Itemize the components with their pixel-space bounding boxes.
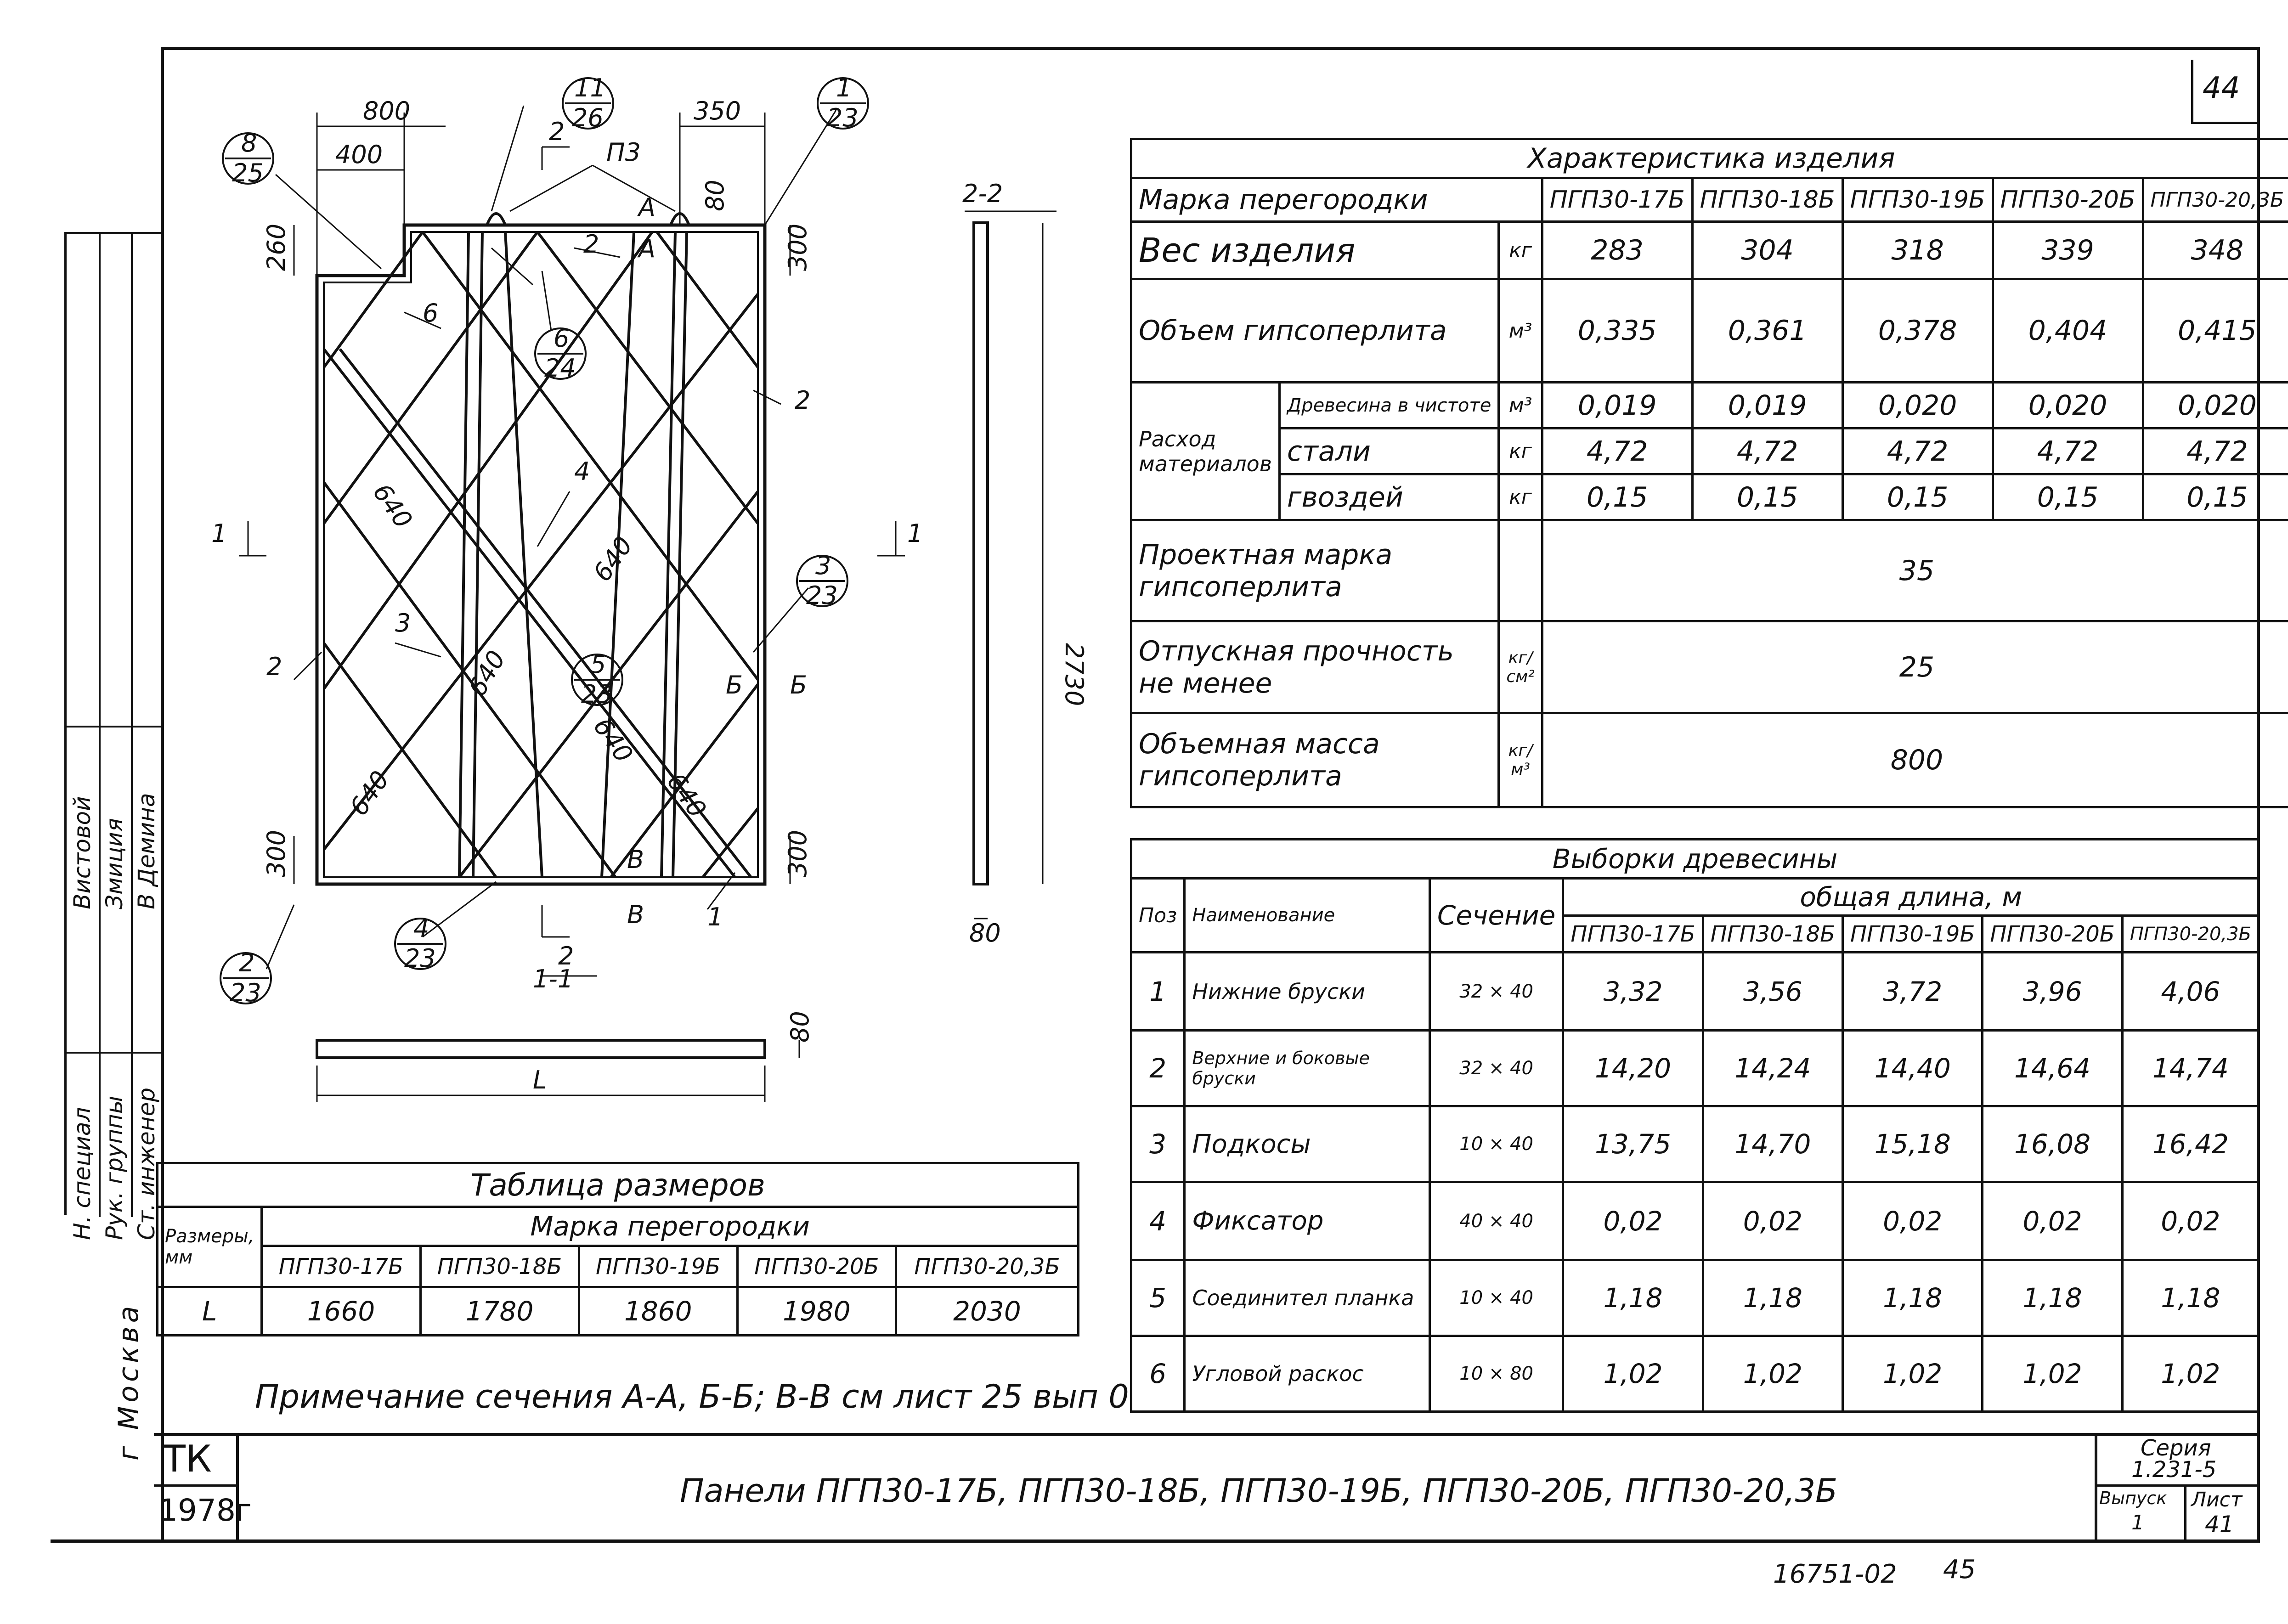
- cons-wood-v5: 0,020: [2143, 383, 2288, 429]
- callout-1-den: 23: [827, 103, 859, 132]
- timber-r3-v1: 13,75: [1563, 1106, 1703, 1182]
- callout-3-den: 23: [806, 581, 838, 610]
- mark-col-5: ПГП30-20,3Б: [2143, 178, 2288, 222]
- pos-2d: 2: [266, 652, 282, 681]
- design-grade-unit: [1499, 520, 1542, 621]
- pos-4: 4: [574, 457, 590, 486]
- label-p3: П3: [606, 138, 641, 167]
- callout-2-num: 2: [239, 948, 255, 977]
- row-weight-unit: кг: [1499, 222, 1542, 279]
- timber-r6-v5: 1,02: [2122, 1336, 2259, 1412]
- timber-r6-v4: 1,02: [1983, 1336, 2122, 1412]
- timber-name-1: Нижние бруски: [1185, 953, 1430, 1031]
- timber-name-3: Подкосы: [1185, 1106, 1430, 1182]
- dim-300-top: 300: [783, 223, 812, 271]
- timber-r5-v3: 1,18: [1843, 1260, 1983, 1336]
- dim-300-br: 300: [783, 829, 812, 877]
- timber-pos-6: 6: [1131, 1336, 1185, 1412]
- timber-r2-v4: 14,64: [1983, 1031, 2122, 1106]
- pos-6: 6: [423, 299, 439, 327]
- callout-6-num: 6: [554, 324, 570, 353]
- sizes-v5: 2030: [896, 1287, 1078, 1336]
- cons-steel-v5: 4,72: [2143, 429, 2288, 474]
- dim-640-f: 640: [661, 767, 712, 823]
- timber-name-4: Фиксатор: [1185, 1182, 1430, 1260]
- mark-col-3: ПГП30-19Б: [1842, 178, 1993, 222]
- section-1-left: 1: [211, 519, 227, 548]
- table-row: [1131, 1336, 2259, 1412]
- sheet-label: Лист: [2191, 1488, 2243, 1511]
- row-weight-label: Вес изделия: [1131, 222, 1499, 279]
- issue-label: Выпуск: [2099, 1488, 2167, 1508]
- release-strength-unit: кг/см²: [1499, 621, 1542, 713]
- timber-r5-v4: 1,18: [1983, 1260, 2122, 1336]
- callout-6-den: 24: [544, 354, 576, 383]
- table-row: [1131, 1260, 2259, 1336]
- row-weight-v5: 348: [2143, 222, 2288, 279]
- timber-pos-5: 5: [1131, 1260, 1185, 1336]
- signature-name-2: Змиция: [101, 818, 128, 909]
- timber-pos-3: 3: [1131, 1106, 1185, 1182]
- timber-r1-v5: 4,06: [2122, 953, 2259, 1031]
- timber-r4-v3: 0,02: [1843, 1182, 1983, 1260]
- timber-col-section: Сечение: [1429, 879, 1563, 953]
- city-label: г Москва: [113, 1302, 145, 1460]
- label-b1: Б: [726, 671, 743, 699]
- cons-wood-v3: 0,020: [1842, 383, 1993, 429]
- row-volume-unit: м³: [1499, 279, 1542, 383]
- cons-wood-v1: 0,019: [1542, 383, 1692, 429]
- callout-4-num: 4: [413, 914, 429, 943]
- timber-name-6: Угловой раскос: [1185, 1336, 1430, 1412]
- timber-r1-v4: 3,96: [1983, 953, 2122, 1031]
- section-label-1-1: 1-1: [533, 964, 574, 993]
- timber-length-header: общая длина, м: [1563, 879, 2259, 916]
- row-volume-v2: 0,361: [1692, 279, 1842, 383]
- dim-80-plank: 80: [785, 1011, 814, 1043]
- timber-section-5: 10 × 40: [1429, 1260, 1563, 1336]
- timber-r6-v3: 1,02: [1843, 1336, 1983, 1412]
- issue-value: 1: [2131, 1511, 2144, 1534]
- dim-350: 350: [694, 96, 741, 125]
- bulk-density-value: 800: [1542, 713, 2288, 807]
- dim-300-bl: 300: [262, 829, 291, 877]
- mark-col-4: ПГП30-20Б: [1993, 178, 2143, 222]
- title-block-right-divider: [2095, 1484, 2260, 1487]
- timber-pos-1: 1: [1131, 953, 1185, 1031]
- callout-2-den: 23: [230, 978, 261, 1007]
- signature-role-3: Ст. инженер: [133, 1087, 160, 1240]
- dim-640-b: 640: [588, 531, 638, 587]
- cons-nails-v4: 0,15: [1993, 474, 2143, 520]
- sizes-col-size: Размеры, мм: [158, 1207, 262, 1287]
- row-weight-v1: 283: [1542, 222, 1692, 279]
- dim-2730: 2730: [1060, 643, 1089, 706]
- dim-80-top: 80: [701, 180, 729, 211]
- dim-640-c: 640: [462, 645, 511, 701]
- sizes-title: Таблица размеров: [158, 1163, 1079, 1207]
- label-v1: В: [627, 845, 644, 874]
- sizes-v1: 1660: [262, 1287, 420, 1336]
- timber-r4-v5: 0,02: [2122, 1182, 2259, 1260]
- table-row: [1131, 1182, 2259, 1260]
- callout-1-num: 1: [836, 73, 852, 102]
- design-grade-label: Проектная марка гипсоперлита: [1131, 520, 1499, 621]
- sizes-mark-1: ПГП30-17Б: [262, 1246, 420, 1287]
- callout-8-den: 25: [232, 158, 264, 187]
- timber-r3-v2: 14,70: [1703, 1106, 1842, 1182]
- series-value: 1.231-5: [2131, 1457, 2217, 1483]
- characteristics-title: Характеристика изделия: [1131, 139, 2288, 178]
- dim-640-a: 640: [367, 478, 418, 534]
- sizes-mark-header: Марка перегородки: [262, 1207, 1079, 1246]
- signature-role-1: Н. специал: [69, 1107, 96, 1240]
- timber-r3-v4: 16,08: [1983, 1106, 2122, 1182]
- callout-5-den: 23: [581, 680, 613, 709]
- timber-mark-2: ПГП30-18Б: [1703, 916, 1842, 953]
- timber-r3-v3: 15,18: [1843, 1106, 1983, 1182]
- dim-L: L: [533, 1066, 547, 1094]
- dim-640-d: 640: [588, 712, 639, 768]
- series-label: Серия: [2141, 1435, 2211, 1461]
- design-grade-value: 35: [1542, 520, 2288, 621]
- timber-r1-v1: 3,32: [1563, 953, 1703, 1031]
- section-1-right: 1: [907, 519, 923, 548]
- timber-section-4: 40 × 40: [1429, 1182, 1563, 1260]
- section-2-2-strip: [974, 223, 988, 884]
- row-volume-v5: 0,415: [2143, 279, 2288, 383]
- release-strength-value: 25: [1542, 621, 2288, 713]
- bulk-density-unit: кг/м³: [1499, 713, 1542, 807]
- timber-r1-v3: 3,72: [1843, 953, 1983, 1031]
- characteristics-table: [1130, 138, 2288, 808]
- row-volume-v3: 0,378: [1842, 279, 1993, 383]
- callout-3-num: 3: [815, 551, 831, 580]
- org-label: ТК: [163, 1438, 212, 1480]
- signature-role-2: Рук. группы: [101, 1095, 128, 1240]
- callout-11-den: 26: [572, 103, 604, 132]
- row-weight-v3: 318: [1842, 222, 1993, 279]
- timber-r6-v2: 1,02: [1703, 1336, 1842, 1412]
- callout-8-num: 8: [241, 129, 257, 158]
- timber-r5-v1: 1,18: [1563, 1260, 1703, 1336]
- callout-4-den: 23: [404, 944, 436, 973]
- cons-nails-v2: 0,15: [1692, 474, 1842, 520]
- dim-400: 400: [335, 140, 383, 169]
- dim-80-sec: 80: [969, 919, 1001, 947]
- sizes-row-label: L: [158, 1287, 262, 1336]
- cons-nails-label: гвоздей: [1279, 474, 1498, 520]
- cons-wood-v4: 0,020: [1993, 383, 2143, 429]
- signature-name-1: Вистовой: [69, 796, 96, 909]
- pos-2c: 2: [795, 386, 811, 415]
- cons-wood-label: Древесина в чистоте: [1279, 383, 1498, 429]
- dim-640-e: 640: [344, 765, 395, 821]
- timber-mark-1: ПГП30-17Б: [1563, 916, 1703, 953]
- consumption-label: Расход материалов: [1131, 383, 1280, 520]
- timber-table: [1130, 838, 2260, 1413]
- row-weight-v2: 304: [1692, 222, 1842, 279]
- frame-bottom-line: [51, 1539, 2260, 1543]
- cons-nails-v3: 0,15: [1842, 474, 1993, 520]
- table-row: [1131, 1106, 2259, 1182]
- timber-mark-3: ПГП30-19Б: [1843, 916, 1983, 953]
- sizes-v3: 1860: [579, 1287, 737, 1336]
- cons-steel-v1: 4,72: [1542, 429, 1692, 474]
- row-volume-label: Объем гипсоперлита: [1131, 279, 1499, 383]
- label-a2: А: [638, 234, 655, 263]
- timber-mark-4: ПГП30-20Б: [1983, 916, 2122, 953]
- bottom-stamp: 16751-02: [1773, 1559, 1897, 1589]
- sizes-mark-3: ПГП30-19Б: [579, 1246, 737, 1287]
- sizes-mark-5: ПГП30-20,3Б: [896, 1246, 1078, 1287]
- dim-260: 260: [262, 223, 291, 271]
- sizes-mark-4: ПГП30-20Б: [737, 1246, 896, 1287]
- timber-section-3: 10 × 40: [1429, 1106, 1563, 1182]
- timber-r3-v5: 16,42: [2122, 1106, 2259, 1182]
- pos-1: 1: [707, 902, 723, 931]
- cons-nails-unit: кг: [1499, 474, 1542, 520]
- timber-r2-v1: 14,20: [1563, 1031, 1703, 1106]
- timber-r5-v5: 1,18: [2122, 1260, 2259, 1336]
- title-block-org-divider: [154, 1484, 239, 1487]
- sizes-mark-2: ПГП30-18Б: [420, 1246, 579, 1287]
- cons-nails-v5: 0,15: [2143, 474, 2288, 520]
- sizes-v2: 1780: [420, 1287, 579, 1336]
- timber-name-2: Верхние и боковые бруски: [1185, 1031, 1430, 1106]
- timber-r2-v2: 14,24: [1703, 1031, 1842, 1106]
- sheet-value: 41: [2205, 1511, 2234, 1538]
- cons-steel-label: стали: [1279, 429, 1498, 474]
- sizes-v4: 1980: [737, 1287, 896, 1336]
- label-v2: В: [627, 900, 644, 929]
- year-label: 1978г: [158, 1493, 252, 1528]
- timber-r2-v5: 14,74: [2122, 1031, 2259, 1106]
- mark-header: Марка перегородки: [1131, 178, 1542, 222]
- cons-wood-unit: м³: [1499, 383, 1542, 429]
- timber-title: Выборки древесины: [1131, 840, 2259, 879]
- sheet-title: Панели ПГП30-17Б, ПГП30-18Б, ПГП30-19Б, ПГП30-20Б, ПГП30-20,3Б: [680, 1472, 1838, 1510]
- timber-name-5: Соединител планка: [1185, 1260, 1430, 1336]
- title-block-right-vdivider: [2184, 1484, 2186, 1539]
- callout-11-num: 11: [574, 73, 606, 102]
- row-weight-v4: 339: [1993, 222, 2143, 279]
- sizes-table: [156, 1162, 1079, 1336]
- cons-wood-v2: 0,019: [1692, 383, 1842, 429]
- cons-steel-unit: кг: [1499, 429, 1542, 474]
- cons-steel-v4: 4,72: [1993, 429, 2143, 474]
- timber-r4-v1: 0,02: [1563, 1182, 1703, 1260]
- cons-steel-v3: 4,72: [1842, 429, 1993, 474]
- label-b2: Б: [790, 671, 808, 699]
- pos-2e: 2: [558, 942, 574, 970]
- timber-r6-v1: 1,02: [1563, 1336, 1703, 1412]
- timber-r5-v2: 1,18: [1703, 1260, 1842, 1336]
- mark-col-1: ПГП30-17Б: [1542, 178, 1692, 222]
- timber-section-2: 32 × 40: [1429, 1031, 1563, 1106]
- timber-pos-2: 2: [1131, 1031, 1185, 1106]
- timber-r4-v2: 0,02: [1703, 1182, 1842, 1260]
- dim-800: 800: [363, 96, 411, 125]
- timber-section-6: 10 × 80: [1429, 1336, 1563, 1412]
- timber-r2-v3: 14,40: [1843, 1031, 1983, 1106]
- table-row: [1131, 1031, 2259, 1106]
- timber-col-name: Наименование: [1185, 879, 1430, 953]
- page-number: 44: [2203, 71, 2240, 105]
- bottom-stamp-page: 45: [1943, 1555, 1976, 1585]
- table-row: [1131, 953, 2259, 1031]
- timber-col-pos: Поз: [1131, 879, 1185, 953]
- cons-steel-v2: 4,72: [1692, 429, 1842, 474]
- timber-mark-5: ПГП30-20,3Б: [2122, 916, 2259, 953]
- row-volume-v4: 0,404: [1993, 279, 2143, 383]
- pos-2b: 2: [583, 230, 599, 259]
- release-strength-label: Отпускная прочность не менее: [1131, 621, 1499, 713]
- bulk-density-label: Объемная масса гипсоперлита: [1131, 713, 1499, 807]
- mark-col-2: ПГП30-18Б: [1692, 178, 1842, 222]
- note-text: Примечание сечения А-А, Б-Б; В-В см лист 25 вып 0: [255, 1378, 1129, 1415]
- label-a1: А: [638, 193, 655, 222]
- cons-nails-v1: 0,15: [1542, 474, 1692, 520]
- signature-name-3: В Демина: [133, 793, 160, 909]
- timber-pos-4: 4: [1131, 1182, 1185, 1260]
- pos-3: 3: [395, 609, 411, 637]
- pos-2a: 2: [549, 117, 565, 146]
- panel-drawing: [0, 0, 1148, 1148]
- callout-5-num: 5: [590, 650, 606, 679]
- timber-r4-v4: 0,02: [1983, 1182, 2122, 1260]
- section-label-2-2: 2-2: [962, 179, 1003, 208]
- row-volume-v1: 0,335: [1542, 279, 1692, 383]
- timber-section-1: 32 × 40: [1429, 953, 1563, 1031]
- plank-elevation: [317, 1040, 765, 1058]
- timber-r1-v2: 3,56: [1703, 953, 1842, 1031]
